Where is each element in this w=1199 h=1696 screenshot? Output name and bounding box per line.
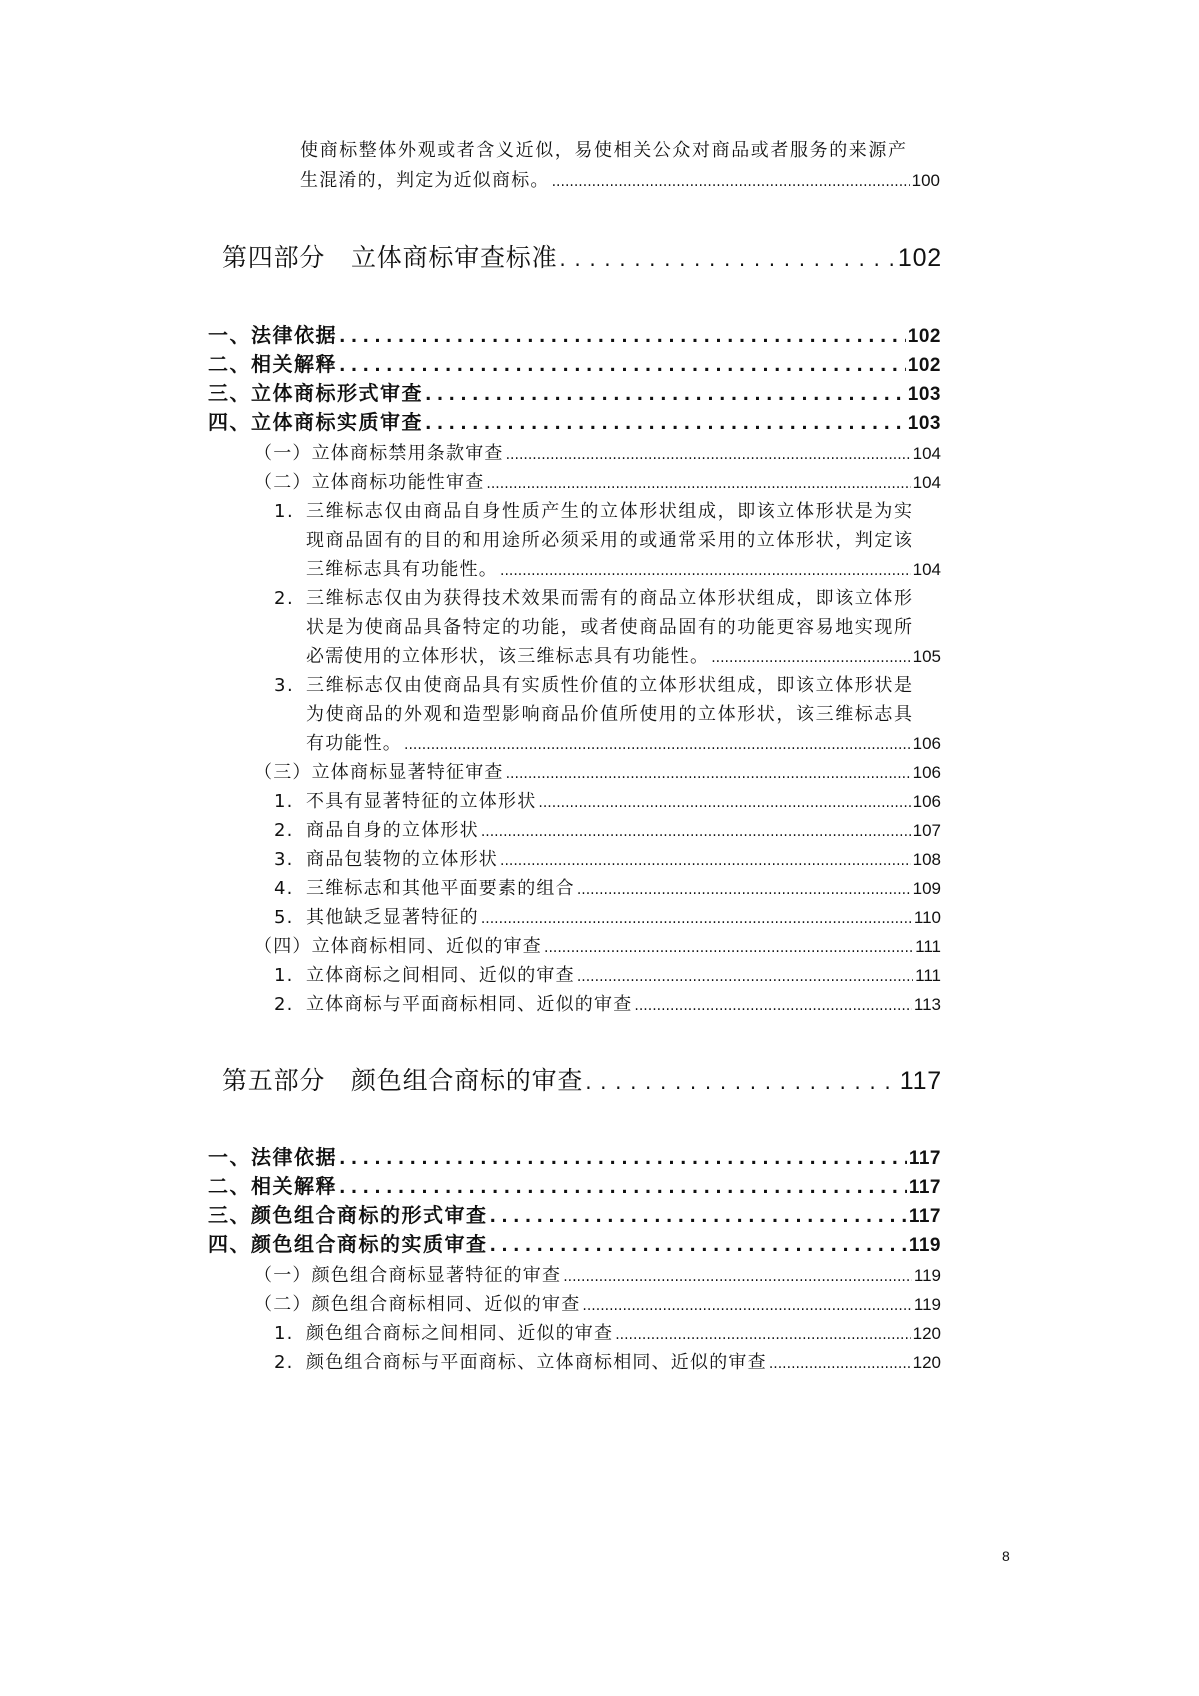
toc-subsection[interactable]: [254, 1261, 941, 1287]
page-ref: 104: [912, 473, 941, 492]
page-ref: 109: [912, 879, 941, 898]
section-label: 一、法律依据: [208, 323, 337, 347]
page-ref: 111: [915, 966, 941, 985]
leader-dots: [577, 882, 911, 898]
toc-item-line: 为使商品的外观和造型影响商品价值所使用的立体形状，该三维标志具: [306, 704, 914, 725]
page-ref: 105: [912, 647, 941, 666]
toc-part-5-heading[interactable]: [222, 1061, 942, 1097]
page-ref: 106: [912, 792, 941, 811]
item-number: 5.: [274, 907, 294, 928]
page-ref: 102: [907, 355, 941, 376]
page-ref: 104: [912, 560, 941, 579]
section-label: 一、法律依据: [208, 1145, 337, 1169]
leader-dots: [490, 1207, 907, 1227]
toc-item[interactable]: [306, 642, 941, 668]
page-ref: 106: [912, 763, 941, 782]
page-number: 8: [1002, 1548, 1010, 1564]
intro-line-1: 使商标整体外观或者含义近似，易使相关公众对商品或者服务的来源产: [300, 140, 908, 161]
item-text: 必需使用的立体形状，该三维标志具有功能性。: [306, 646, 710, 667]
leader-dots: [339, 1149, 907, 1169]
item-text: 三维标志仅由为获得技术效果而需有的商品立体形状组成，即该立体形: [306, 588, 914, 609]
section-label: 四、立体商标实质审查: [208, 410, 423, 434]
section-label: 三、颜色组合商标的形式审查: [208, 1203, 488, 1227]
leader-dots: [585, 1070, 898, 1094]
leader-dots: [486, 476, 910, 492]
toc-item-line: [274, 584, 914, 610]
item-text: 三维标志具有功能性。: [306, 559, 498, 580]
leader-dots: [538, 795, 910, 811]
toc-item[interactable]: [274, 990, 941, 1016]
leader-dots: [506, 447, 911, 463]
toc-item[interactable]: [274, 961, 941, 987]
item-text: 有功能性。: [306, 733, 402, 754]
page-ref: 106: [912, 734, 941, 753]
toc-item[interactable]: [306, 729, 941, 755]
page-ref: 119: [913, 1266, 941, 1285]
toc-item[interactable]: [274, 1348, 941, 1374]
part-title: 第四部分 立体商标审查标准: [222, 243, 558, 272]
leader-dots: [711, 650, 910, 666]
toc-section[interactable]: [208, 1228, 941, 1257]
leader-dots: [481, 824, 911, 840]
page-ref: 102: [907, 326, 941, 347]
toc-subsection[interactable]: [254, 468, 941, 494]
toc-item-line: [274, 497, 914, 523]
toc-section[interactable]: [208, 377, 941, 406]
item-number: 3.: [274, 849, 294, 870]
toc-item[interactable]: [274, 845, 941, 871]
toc-subsection[interactable]: [254, 758, 941, 784]
toc-item-line: 现商品固有的目的和用途所必须采用的或通常采用的立体形状，判定该: [306, 530, 914, 551]
leader-dots: [339, 327, 906, 347]
toc-section[interactable]: [208, 1170, 941, 1199]
page-ref: 117: [908, 1206, 941, 1227]
section-label: 四、颜色组合商标的实质审查: [208, 1232, 488, 1256]
toc-subsection[interactable]: [254, 1290, 941, 1316]
page-ref: 100: [911, 171, 940, 190]
leader-dots: [563, 1269, 912, 1285]
item-number: 2.: [274, 820, 294, 841]
item-number: 2.: [274, 588, 295, 609]
toc-section[interactable]: [208, 319, 941, 348]
toc-item[interactable]: [274, 787, 941, 813]
page-ref: 110: [913, 908, 941, 927]
toc-item-line: 状是为使商品具备特定的功能，或者使商品固有的功能更容易地实现所: [306, 617, 914, 638]
leader-dots: [769, 1356, 911, 1372]
item-text: 立体商标与平面商标相同、近似的审查: [306, 994, 633, 1015]
leader-dots: [425, 414, 906, 434]
intro-line-2: 生混淆的，判定为近似商标。: [300, 170, 550, 191]
toc-section[interactable]: [208, 1141, 941, 1170]
subsection-label: （二）颜色组合商标相同、近似的审查: [254, 1294, 581, 1315]
leader-dots: [577, 969, 913, 985]
item-text: 三维标志仅由使商品具有实质性价值的立体形状组成，即该立体形状是: [306, 675, 914, 696]
toc-item[interactable]: [274, 903, 941, 929]
section-label: 二、相关解释: [208, 1174, 337, 1198]
subsection-label: （一）颜色组合商标显著特征的审查: [254, 1265, 562, 1286]
leader-dots: [544, 940, 913, 956]
toc-item-line: [274, 671, 914, 697]
page-ref: 107: [912, 821, 941, 840]
toc-subsection[interactable]: [254, 439, 941, 465]
item-number: 2.: [274, 1352, 294, 1373]
item-text: 颜色组合商标与平面商标、立体商标相同、近似的审查: [306, 1352, 767, 1373]
toc-item[interactable]: [274, 874, 941, 900]
page-ref: 104: [912, 444, 941, 463]
toc-subsection[interactable]: [254, 932, 941, 958]
page-ref: 119: [913, 1295, 941, 1314]
item-number: 1.: [274, 965, 294, 986]
leader-dots: [490, 1236, 907, 1256]
leader-dots: [339, 1178, 907, 1198]
leader-dots: [634, 998, 911, 1014]
leader-dots: [404, 737, 911, 753]
subsection-label: （四）立体商标相同、近似的审查: [254, 936, 542, 957]
toc-item[interactable]: [274, 1319, 941, 1345]
section-label: 二、相关解释: [208, 352, 337, 376]
leader-dots: [582, 1298, 911, 1314]
leader-dots: [339, 356, 906, 376]
leader-dots: [481, 911, 912, 927]
page-ref: 117: [899, 1067, 942, 1095]
page-ref: 108: [912, 850, 941, 869]
page-ref: 111: [915, 937, 941, 956]
page-ref: 120: [912, 1353, 941, 1372]
page-ref: 103: [907, 413, 941, 434]
item-text: 其他缺乏显著特征的: [306, 907, 479, 928]
item-text: 三维标志仅由商品自身性质产生的立体形状组成，即该立体形状是为实: [306, 501, 914, 522]
item-number: 1.: [274, 1323, 294, 1344]
section-label: 三、立体商标形式审查: [208, 381, 423, 405]
item-number: 3.: [274, 675, 295, 696]
item-number: 2.: [274, 994, 294, 1015]
item-number: 1.: [274, 791, 294, 812]
leader-dots: [425, 385, 906, 405]
subsection-label: （三）立体商标显著特征审查: [254, 762, 504, 783]
leader-dots: [615, 1327, 910, 1343]
item-text: 商品自身的立体形状: [306, 820, 479, 841]
toc-section[interactable]: [208, 348, 941, 377]
part-title: 第五部分 颜色组合商标的审查: [222, 1066, 584, 1095]
subsection-label: （二）立体商标功能性审查: [254, 472, 485, 493]
leader-dots: [500, 853, 911, 869]
toc-item[interactable]: [306, 555, 941, 581]
subsection-label: （一）立体商标禁用条款审查: [254, 443, 504, 464]
leader-dots: [500, 563, 911, 579]
leader-dots: [552, 174, 910, 190]
toc-item[interactable]: [274, 816, 941, 842]
item-number: 1.: [274, 501, 295, 522]
toc-section[interactable]: [208, 1199, 941, 1228]
item-text: 颜色组合商标之间相同、近似的审查: [306, 1323, 614, 1344]
item-number: 4.: [274, 878, 294, 899]
toc-entry-intro[interactable]: [300, 166, 940, 192]
page-ref: 120: [912, 1324, 941, 1343]
item-text: 三维标志和其他平面要素的组合: [306, 878, 575, 899]
page-ref: 117: [908, 1148, 941, 1169]
item-text: 商品包装物的立体形状: [306, 849, 498, 870]
leader-dots: [559, 247, 895, 271]
leader-dots: [506, 766, 911, 782]
item-text: 不具有显著特征的立体形状: [306, 791, 537, 812]
page-ref: 117: [908, 1177, 941, 1198]
page-ref: 102: [897, 244, 942, 272]
page-ref: 113: [913, 995, 941, 1014]
item-text: 立体商标之间相同、近似的审查: [306, 965, 575, 986]
toc-section[interactable]: [208, 406, 941, 435]
page-ref: 119: [908, 1235, 941, 1256]
page-ref: 103: [907, 384, 941, 405]
toc-part-4-heading[interactable]: [222, 238, 942, 274]
